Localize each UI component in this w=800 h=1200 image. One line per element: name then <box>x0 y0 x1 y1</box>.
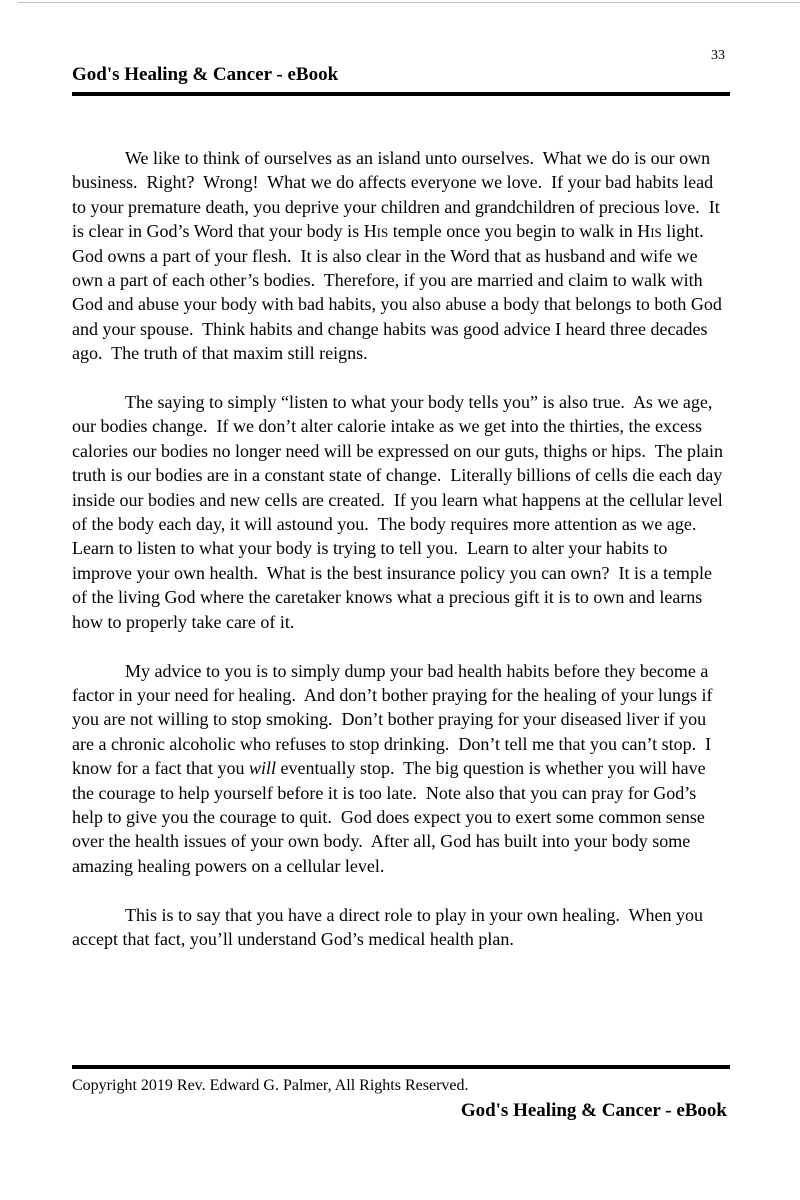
paragraph <box>72 390 728 634</box>
text-run: We like to think of ourselves as an island unto ourselves. What we do is our own business. Right? Wrong! What we do affects everyone we love. If your bad habits lead to your premature death, you deprive your children and grandchildren of precious love. It is clear in God’s Word that your body is <box>72 148 725 242</box>
paragraph <box>72 146 728 366</box>
text-run: eventually stop. The big question is whether you will have the courage to help yourself before it is too late. Note also that you can pray for God’s help to give you the courage to quit. God does expect you to exert some common sense over the health issues of your own body. After all, God has built into your body some amazing healing powers on a cellular level. <box>72 758 711 876</box>
smallcaps-text-run: His <box>363 221 389 242</box>
paragraph <box>72 659 728 879</box>
text-run: The saying to simply “listen to what your body tells you” is also true. As we age, our bodies change. If we don’t alter calorie intake as we get into the thirties, the excess calories our bodies no longer need will be expressed on our guts, thighs or hips. The plain truth is our bodies are in a constant state of change. Literally billions of cells die each day inside our bodies and new cells are created. If you learn what happens at the cellular level of the body each day, it will astound you. The body requires more attention as we age. Learn to listen to what your body is trying to tell you. Learn to alter your habits to improve your own health. What is the best insurance policy you can own? It is a temple of the living God where the caretaker knows what a precious gift it is to own and learns how to properly take care of it. <box>72 392 728 632</box>
copyright-notice: Copyright 2019 Rev. Edward G. Palmer, All Rights Reserved. <box>72 1077 469 1094</box>
smallcaps-text-run: His <box>637 221 662 242</box>
text-run: This is to say that you have a direct role to play in your own healing. When you accept that fact, you’ll understand God’s medical health plan. <box>72 904 708 949</box>
italic-text-run: will <box>248 758 276 779</box>
header-rule <box>72 92 730 96</box>
page-number: 33 <box>711 48 725 63</box>
scan-artifact-line <box>18 2 800 3</box>
page-body <box>72 146 728 976</box>
header-title: God's Healing & Cancer - eBook <box>72 64 339 85</box>
footer-rule <box>72 1065 730 1069</box>
text-run: My advice to you is to simply dump your bad health habits before they become a factor in your need for healing. And don’t bother praying for the healing of your lungs if you are not willing to stop smoking. Don’t bother praying for your diseased liver if you are a chronic alcoholic who refuses to stop drinking. Don’t tell me that you can’t stop. I know for a fact that you <box>72 660 718 779</box>
paragraph <box>72 903 728 952</box>
footer-title: God's Healing & Cancer - eBook <box>460 1100 727 1121</box>
text-run: light. God owns a part of your flesh. It is also clear in the Word that as husband and wife we own a part of each other’s bodies. Therefore, if you are married and claim to walk with God and abuse your body with bad habits, you also abuse a body that belongs to both God and your spouse. Think habits and change habits was good advice I heard three decades ago. The truth of that maxim still reigns. <box>72 221 727 364</box>
text-run: temple once you begin to walk in <box>388 221 638 242</box>
